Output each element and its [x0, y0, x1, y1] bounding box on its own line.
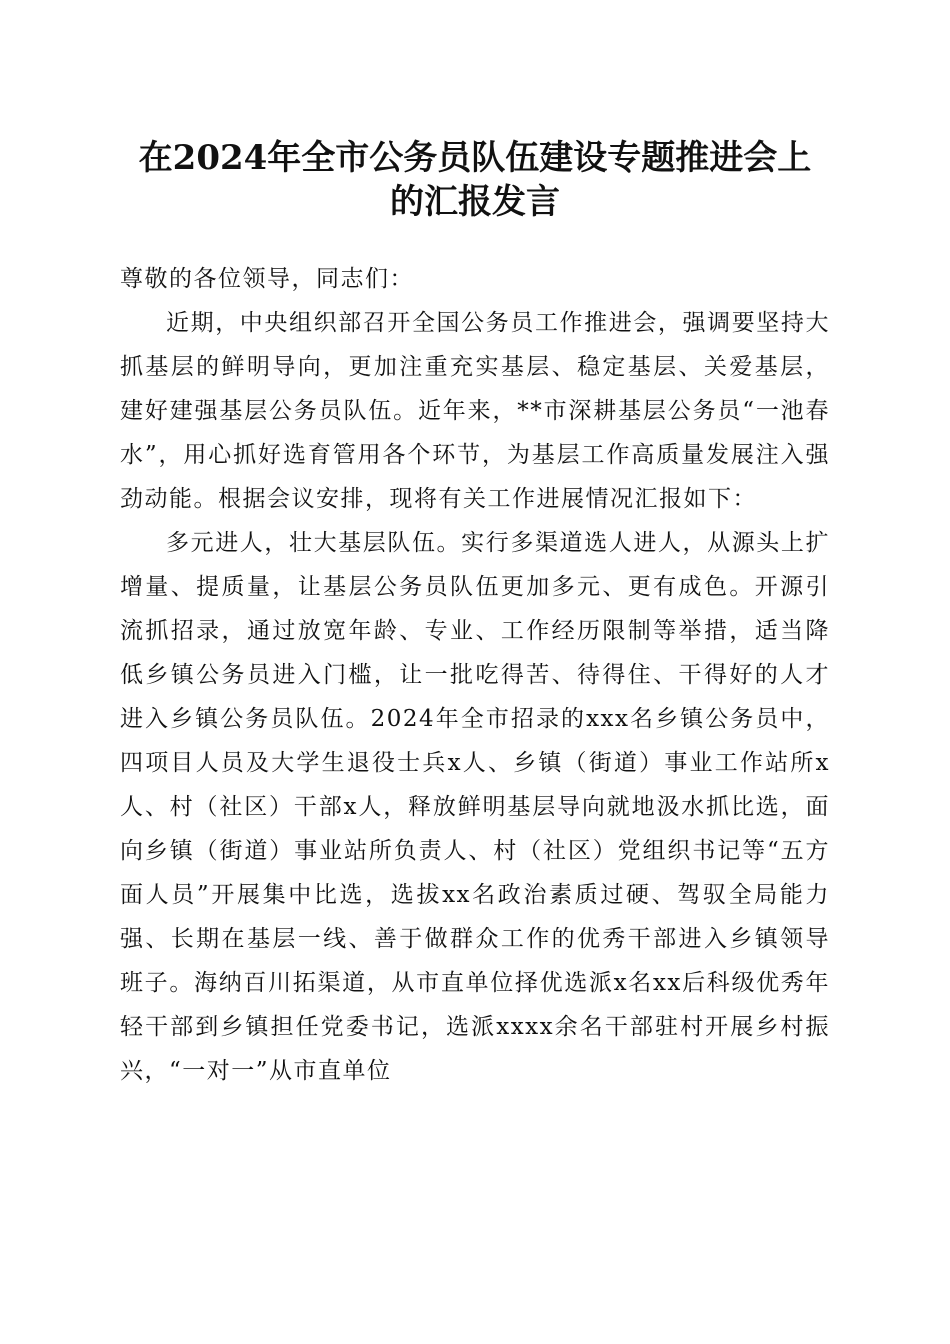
document-title [120, 136, 830, 224]
paragraph-diverse-recruitment: 多元进人，壮大基层队伍。实行多渠道选人进人，从源头上扩增量、提质量，让基层公务员队伍更加多元、更有成色。开源引流抓招录，通过放宽年龄、专业、工作经历限制等举措，适当降低乡镇公务员进入门槛，让一批吃得苦、待得住、干得好的人才进入乡镇公务员队伍。2024年全市招录的xxx名乡镇公务员中，四项目人员及大学生退役士兵x人、乡镇（街道）事业工作站所x人、村（社区）干部x人，释放鲜明基层导向就地汲水抓比选，面向乡镇（街道）事业站所负责人、村（社区）党组织书记等“五方面人员”开展集中比选，选拔xx名政治素质过硬、驾驭全局能力强、长期在基层一线、善于做群众工作的优秀干部进入乡镇领导班子。海纳百川拓渠道，从市直单位择优选派x名xx后科级优秀年轻干部到乡镇担任党委书记，选派xxxx余名干部驻村开展乡村振兴，“一对一”从市直单位 [120, 530, 830, 1084]
salutation: 尊敬的各位领导，同志们： [120, 266, 414, 292]
title-line-2: 的汇报发言 [390, 182, 560, 222]
paragraph-intro: 近期，中央组织部召开全国公务员工作推进会，强调要坚持大抓基层的鲜明导向，更加注重充实基层、稳定基层、关爱基层，建好建强基层公务员队伍。近年来，**市深耕基层公务员“一池春水”，用心抓好选育管用各个环节，为基层工作高质量发展注入强劲动能。根据会议安排，现将有关工作进展情况汇报如下： [120, 310, 830, 512]
document-body [120, 257, 830, 1093]
title-line-1: 在2024年全市公务员队伍建设专题推进会上 [138, 138, 812, 178]
